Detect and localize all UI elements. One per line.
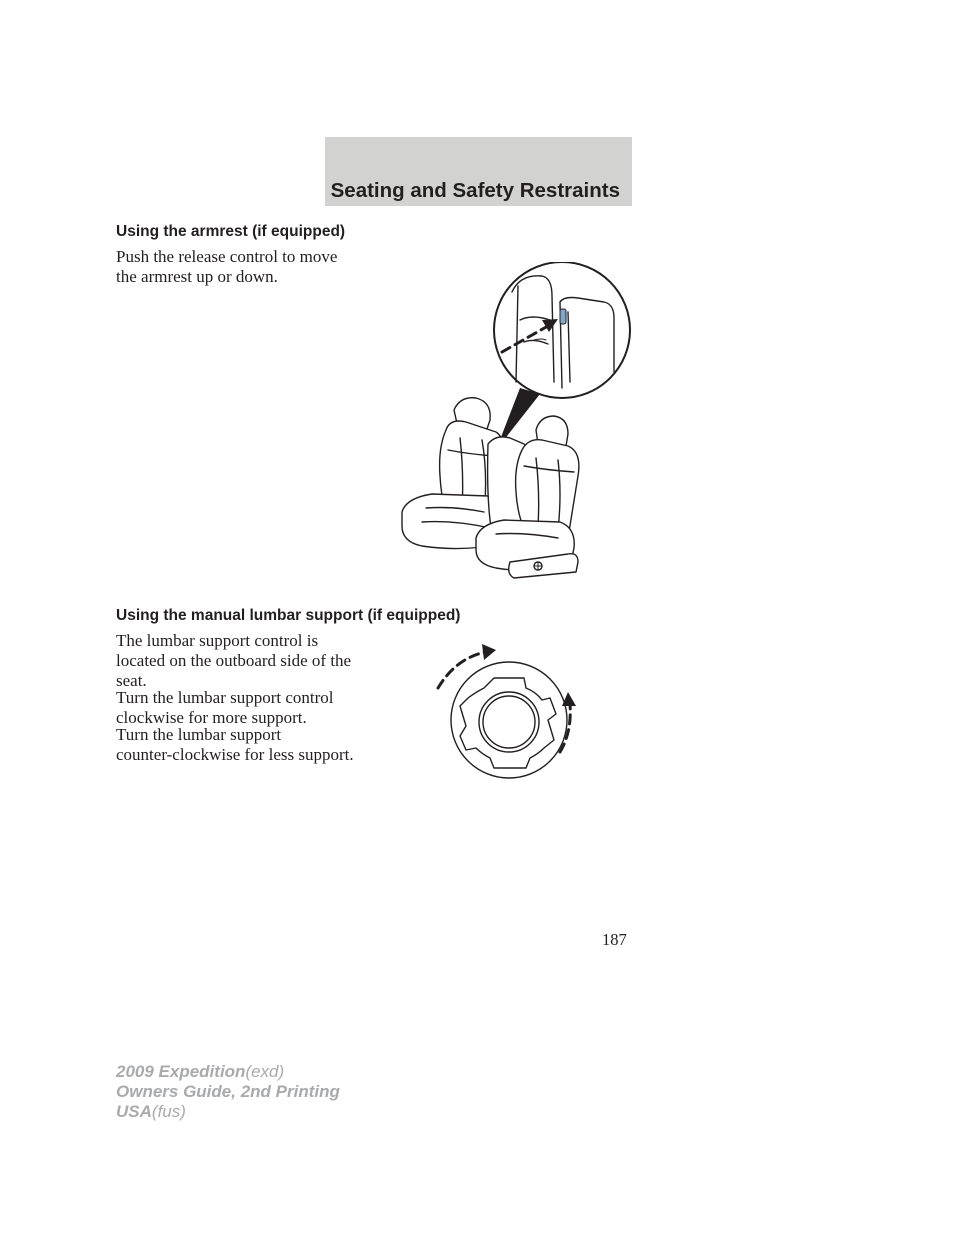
text-line: clockwise for more support. bbox=[116, 708, 307, 727]
text-line: The lumbar support control is bbox=[116, 631, 319, 650]
page-number: 187 bbox=[602, 930, 627, 949]
text-line: the armrest up or down. bbox=[116, 267, 278, 286]
lumbar-clockwise-text bbox=[116, 688, 334, 728]
armrest-instructions bbox=[116, 247, 337, 287]
text-line: Turn the lumbar support bbox=[116, 725, 282, 744]
text-line: seat. bbox=[116, 671, 147, 690]
text-line: Turn the lumbar support control bbox=[116, 688, 334, 707]
lumbar-knob-illustration-icon bbox=[426, 640, 586, 780]
footer-line-2: Owners Guide, 2nd Printing bbox=[116, 1082, 340, 1101]
footer-market-code: (fus) bbox=[151, 1102, 186, 1121]
lumbar-location-text bbox=[116, 631, 351, 691]
footer-model: 2009 Expedition bbox=[116, 1062, 246, 1081]
footer-line-3 bbox=[116, 1102, 340, 1122]
text-line: Push the release control to move bbox=[116, 247, 338, 266]
seat-armrest-illustration-icon bbox=[392, 262, 642, 584]
lumbar-heading: Using the manual lumbar support (if equipped) bbox=[116, 607, 461, 624]
section-header-band bbox=[325, 137, 632, 206]
footer-model-code: (exd) bbox=[245, 1062, 285, 1081]
lumbar-counterclockwise-text bbox=[116, 725, 354, 765]
text-line: located on the outboard side of the bbox=[116, 651, 352, 670]
armrest-heading: Using the armrest (if equipped) bbox=[116, 223, 346, 240]
footer-market: USA bbox=[116, 1102, 152, 1121]
document-footer bbox=[116, 1062, 340, 1122]
text-line: counter-clockwise for less support. bbox=[116, 745, 354, 764]
footer-line-1 bbox=[116, 1062, 340, 1082]
section-title: Seating and Safety Restraints bbox=[330, 179, 620, 202]
